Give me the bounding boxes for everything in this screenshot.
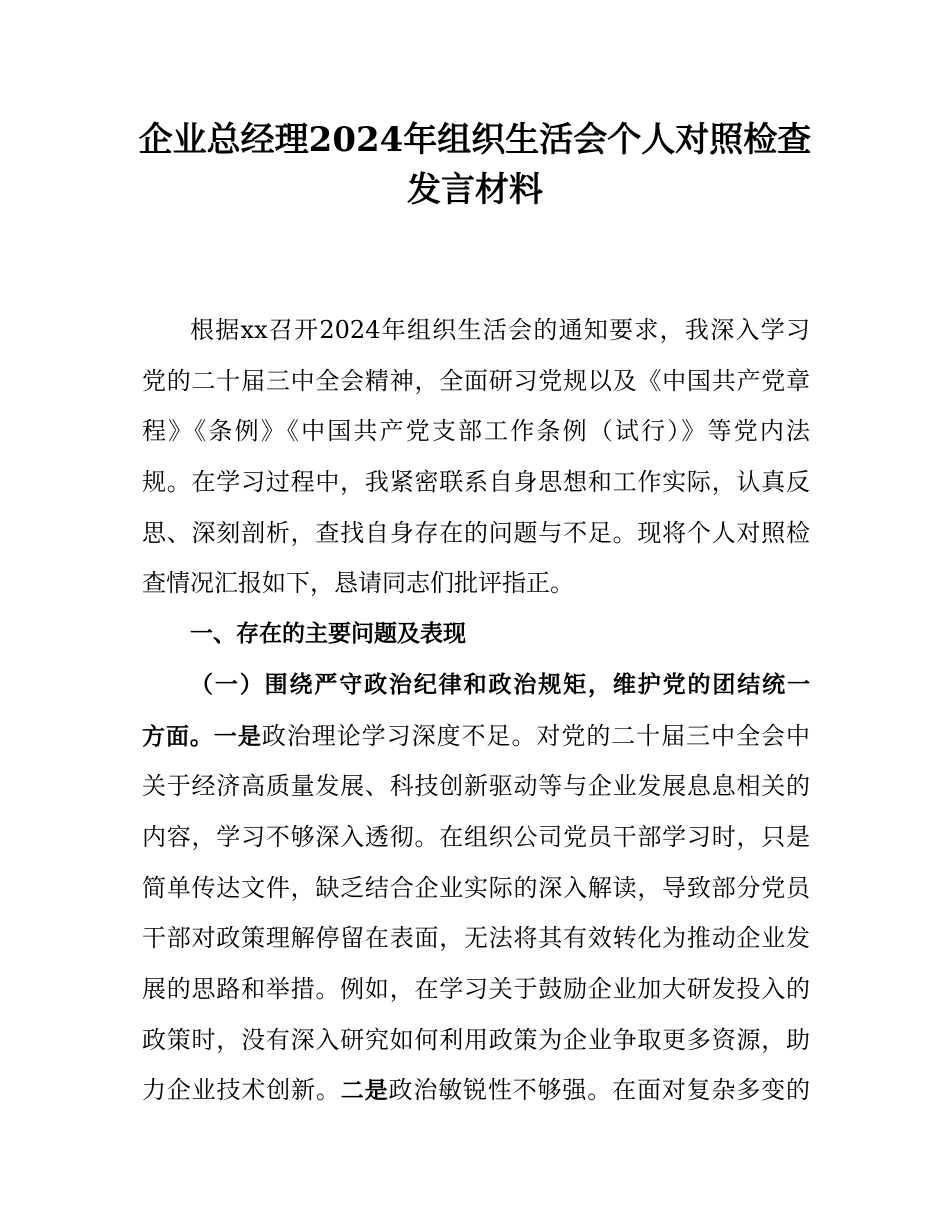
paragraph-line: 简单传达文件，缺乏结合企业实际的深入解读，导致部分党员 bbox=[142, 873, 810, 902]
intro-line: 查情况汇报如下，恳请同志们批评指正。 bbox=[142, 569, 574, 598]
section-heading: 一、存在的主要问题及表现 bbox=[190, 621, 466, 648]
subsection-heading-end: 方面。 bbox=[142, 723, 214, 750]
point-text: 力企业技术创新。 bbox=[142, 1076, 341, 1105]
paragraph-line bbox=[142, 711, 810, 762]
intro-line: 党的二十届三中全会精神，全面研习党规以及《中国共产党章 bbox=[142, 366, 810, 395]
paragraph-line: 关于经济高质量发展、科技创新驱动等与企业发展息息相关的 bbox=[142, 772, 810, 801]
intro-line: 根据xx召开2024年组织生活会的通知要求，我深入学习 bbox=[190, 316, 810, 344]
point-label: 一是 bbox=[213, 723, 262, 750]
paragraph-line: 政策时，没有深入研究如何利用政策为企业争取更多资源，助 bbox=[142, 1025, 810, 1054]
document-body bbox=[142, 305, 810, 1116]
intro-line: 程》《条例》《中国共产党支部工作条例（试行）》等党内法 bbox=[142, 417, 810, 446]
point-label: 二是 bbox=[340, 1078, 389, 1105]
paragraph-line: 干部对政策理解停留在表面，无法将其有效转化为推动企业发 bbox=[142, 924, 810, 953]
point-text: 政治理论学习深度不足。对党的二十届三中全会中 bbox=[261, 721, 811, 750]
intro-line: 规。在学习过程中，我紧密联系自身思想和工作实际，认真反 bbox=[142, 468, 810, 497]
document-title-line-1: 企业总经理2024年组织生活会个人对照检查 bbox=[138, 120, 812, 160]
paragraph-line: 内容，学习不够深入透彻。在组织公司党员干部学习时，只是 bbox=[142, 822, 810, 851]
intro-line: 思、深刻剖析，查找自身存在的问题与不足。现将个人对照检 bbox=[142, 518, 810, 547]
paragraph-line bbox=[142, 1065, 810, 1116]
point-text: 政治敏锐性不够强。在面对复杂多变的 bbox=[388, 1076, 811, 1105]
subsection-heading: （一）围绕严守政治纪律和政治规矩，维护党的团结统一 bbox=[190, 671, 810, 698]
document-title-line-2: 发言材料 bbox=[407, 170, 543, 210]
paragraph-line: 展的思路和举措。例如，在学习关于鼓励企业加大研发投入的 bbox=[142, 974, 810, 1003]
